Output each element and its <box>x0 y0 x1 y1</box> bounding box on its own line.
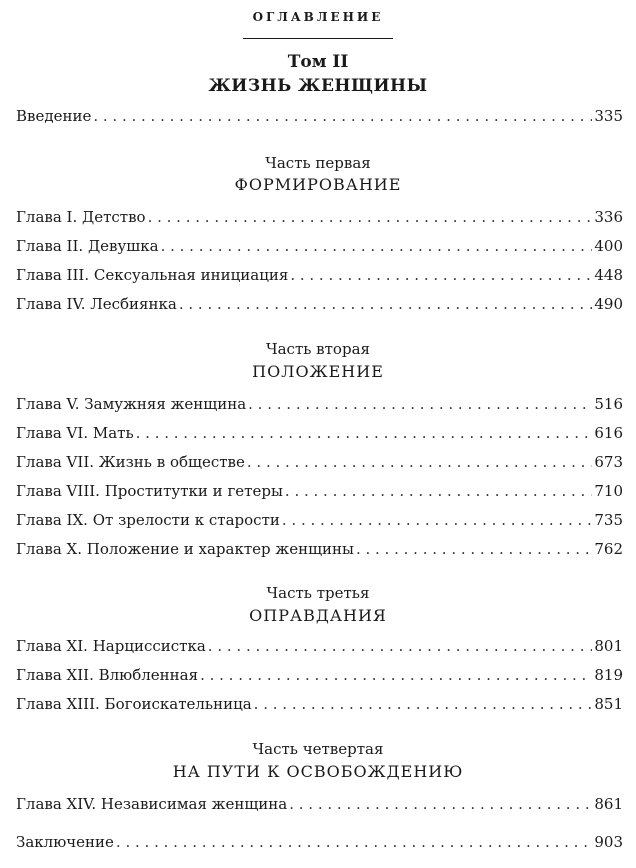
part-2-title: ПОЛОЖЕНИЕ <box>252 362 384 381</box>
toc-entry-chapter-12[interactable] <box>16 665 623 685</box>
dot-leader <box>200 665 592 685</box>
dot-leader <box>282 510 592 530</box>
toc-entry-intro[interactable] <box>16 106 623 126</box>
part-1-title: ФОРМИРОВАНИЕ <box>234 175 402 194</box>
dot-leader <box>290 265 592 285</box>
dot-leader <box>356 539 592 559</box>
entry-title: Глава II. Девушка <box>16 237 159 255</box>
entry-title: Глава III. Сексуальная инициация <box>16 266 289 284</box>
toc-entry-chapter-4[interactable] <box>16 294 623 314</box>
entry-page: 762 <box>594 540 623 558</box>
entry-title: Глава XIV. Независимая женщина <box>16 795 288 813</box>
entry-title: Глава VII. Жизнь в обществе <box>16 453 245 471</box>
entry-title: Глава XI. Нарциссистка <box>16 637 206 655</box>
dot-leader <box>161 236 593 256</box>
part-2-label: Часть вторая <box>266 340 370 358</box>
entry-page: 819 <box>594 666 623 684</box>
entry-page: 336 <box>594 208 623 226</box>
dot-leader <box>208 636 593 656</box>
toc-entry-chapter-14[interactable] <box>16 794 623 814</box>
entry-title: Глава XIII. Богоискательница <box>16 695 252 713</box>
toc-entry-chapter-5[interactable] <box>16 394 623 414</box>
toc-entry-chapter-2[interactable] <box>16 236 623 256</box>
entry-page: 851 <box>594 695 623 713</box>
entry-title: Глава XII. Влюбленная <box>16 666 199 684</box>
dot-leader <box>148 207 593 227</box>
entry-page: 903 <box>594 833 623 851</box>
dot-leader <box>179 294 593 314</box>
part-4-title: НА ПУТИ К ОСВОБОЖДЕНИЮ <box>172 762 464 781</box>
entry-page: 448 <box>594 266 623 284</box>
toc-entry-conclusion[interactable] <box>16 832 623 852</box>
toc-entry-chapter-7[interactable] <box>16 452 623 472</box>
entry-title: Заключение <box>16 833 114 851</box>
entry-page: 335 <box>594 107 623 125</box>
dot-leader <box>136 423 593 443</box>
entry-page: 735 <box>594 511 623 529</box>
entry-page: 616 <box>594 424 623 442</box>
header-rule <box>243 38 393 39</box>
toc-entry-chapter-6[interactable] <box>16 423 623 443</box>
dot-leader <box>116 832 592 852</box>
entry-page: 516 <box>594 395 623 413</box>
part-3-label: Часть третья <box>266 584 370 602</box>
toc-entry-chapter-11[interactable] <box>16 636 623 656</box>
dot-leader <box>254 694 593 714</box>
toc-entry-chapter-8[interactable] <box>16 481 623 501</box>
toc-entry-chapter-1[interactable] <box>16 207 623 227</box>
running-head: ОГЛАВЛЕНИЕ <box>252 10 384 24</box>
entry-page: 710 <box>594 482 623 500</box>
volume-number: Том II <box>287 52 349 72</box>
entry-title: Глава I. Детство <box>16 208 146 226</box>
entry-title: Введение <box>16 107 92 125</box>
dot-leader <box>289 794 592 814</box>
entry-title: Глава X. Положение и характер женщины <box>16 540 354 558</box>
part-3-title: ОПРАВДАНИЯ <box>249 606 387 625</box>
toc-entry-chapter-13[interactable] <box>16 694 623 714</box>
toc-entry-chapter-3[interactable] <box>16 265 623 285</box>
entry-title: Глава IV. Лесбиянка <box>16 295 177 313</box>
entry-page: 801 <box>594 637 623 655</box>
part-4-label: Часть четвертая <box>252 740 384 758</box>
entry-page: 490 <box>594 295 623 313</box>
dot-leader <box>247 452 592 472</box>
entry-page: 673 <box>594 453 623 471</box>
entry-page: 861 <box>594 795 623 813</box>
dot-leader <box>93 106 592 126</box>
toc-entry-chapter-9[interactable] <box>16 510 623 530</box>
entry-title: Глава V. Замужняя женщина <box>16 395 247 413</box>
entry-title: Глава VIII. Проститутки и гетеры <box>16 482 283 500</box>
toc-entry-chapter-10[interactable] <box>16 539 623 559</box>
entry-page: 400 <box>594 237 623 255</box>
entry-title: Глава VI. Мать <box>16 424 134 442</box>
entry-title: Глава IX. От зрелости к старости <box>16 511 280 529</box>
dot-leader <box>285 481 592 501</box>
volume-title: ЖИЗНЬ ЖЕНЩИНЫ <box>208 76 428 96</box>
part-1-label: Часть первая <box>265 154 371 172</box>
dot-leader <box>248 394 592 414</box>
